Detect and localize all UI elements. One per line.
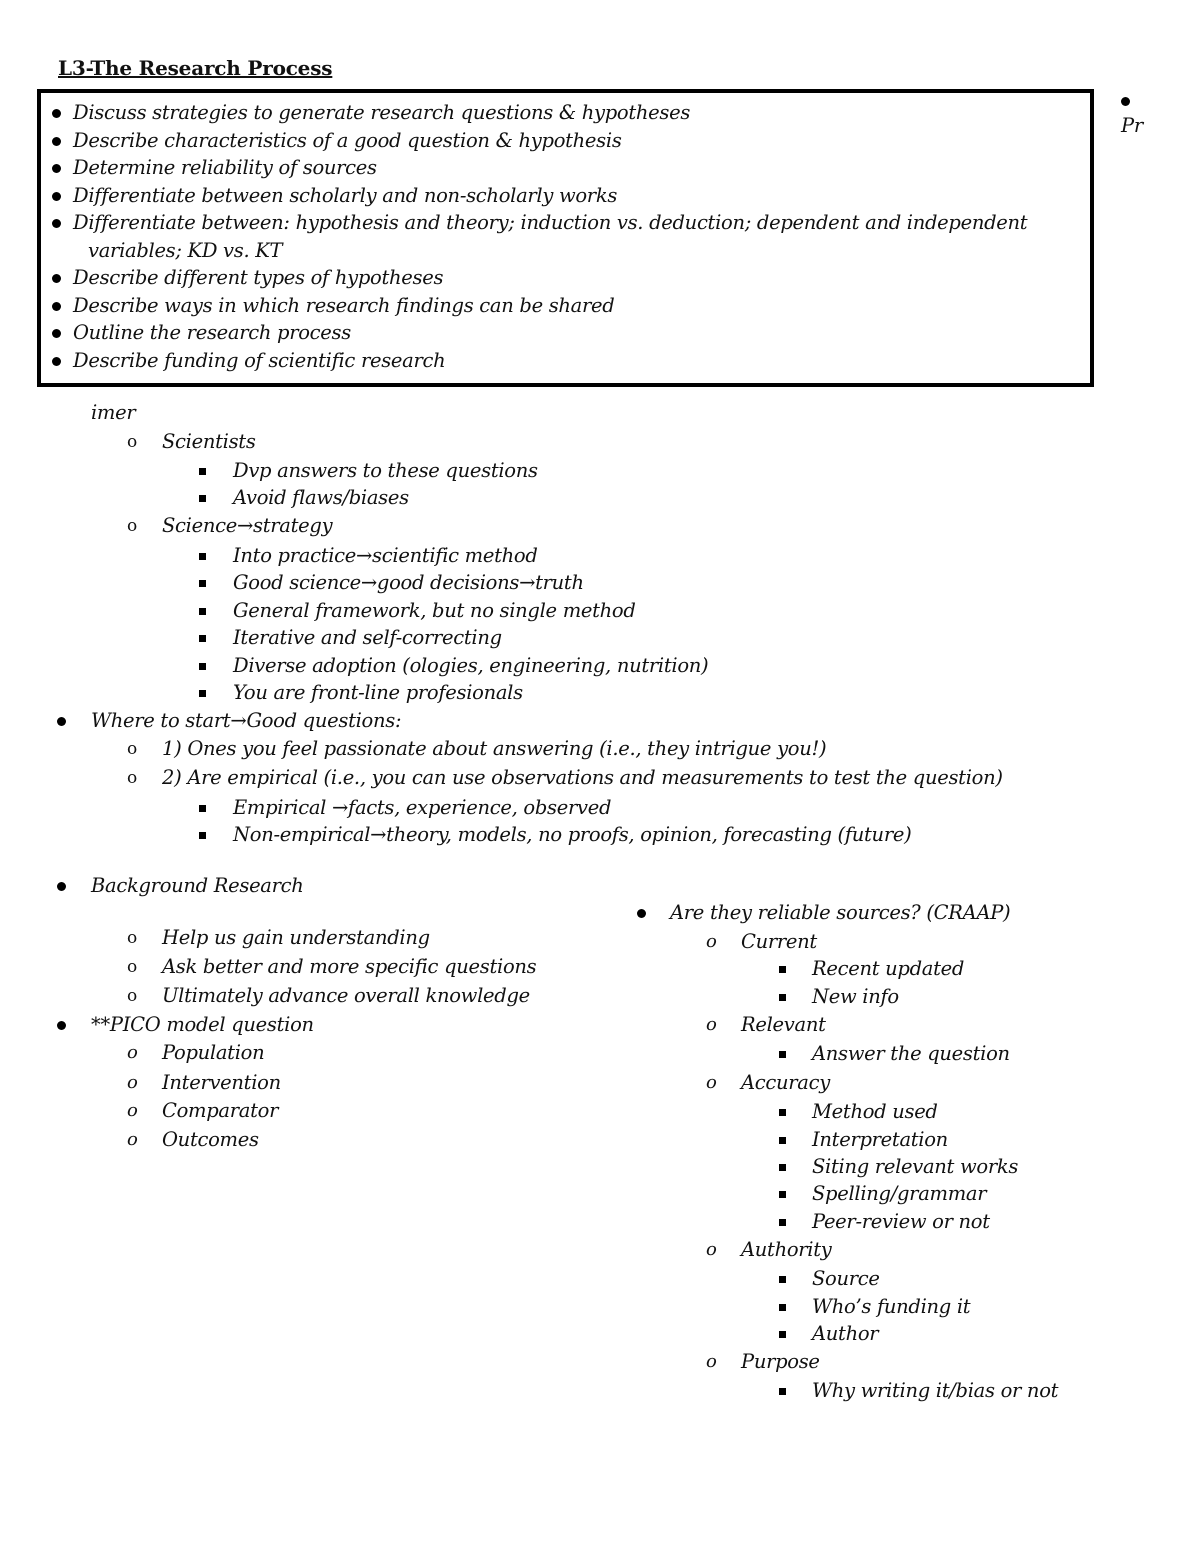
circle-bullet-icon: o <box>127 928 138 948</box>
list-item: Ultimately advance overall knowledge <box>162 984 530 1007</box>
square-bullet-icon <box>199 796 206 812</box>
objective-item: Describe funding of scientific research <box>73 349 446 372</box>
circle-bullet-icon: o <box>127 516 138 536</box>
list-item: Empirical →facts, experience, observed <box>233 796 612 819</box>
list-item: Peer-review or not <box>812 1210 990 1233</box>
objective-item-continuation: variables; KD vs. KT <box>88 239 283 262</box>
square-bullet-icon <box>779 985 786 1001</box>
list-item: Intervention <box>162 1071 281 1094</box>
bullet-icon <box>52 266 61 283</box>
list-item: Authority <box>741 1238 832 1261</box>
circle-bullet-icon: o <box>127 1129 138 1150</box>
square-bullet-icon <box>199 823 206 839</box>
square-bullet-icon <box>779 1042 786 1058</box>
list-item: Accuracy <box>741 1071 830 1094</box>
circle-bullet-icon: o <box>127 957 138 977</box>
fragment-text: imer <box>91 401 136 424</box>
objective-item: Differentiate between: hypothesis and theory; induction vs. deduction; dependent and independent <box>73 211 1028 234</box>
list-item: Source <box>812 1267 880 1290</box>
square-bullet-icon <box>199 599 206 615</box>
circle-bullet-icon: o <box>706 931 717 952</box>
square-bullet-icon <box>779 1379 786 1395</box>
circle-bullet-icon: o <box>127 432 138 452</box>
circle-bullet-icon: o <box>127 1042 138 1063</box>
list-item: You are front-line profesionals <box>233 681 523 704</box>
square-bullet-icon <box>779 1267 786 1283</box>
objective-item: Describe ways in which research findings can be shared <box>73 294 615 317</box>
square-bullet-icon <box>779 1210 786 1226</box>
square-bullet-icon <box>779 1182 786 1198</box>
page-title: L3-The Research Process <box>58 56 333 80</box>
circle-bullet-icon: o <box>127 768 138 788</box>
list-item: Avoid flaws/biases <box>233 486 409 509</box>
square-bullet-icon <box>199 626 206 642</box>
objective-item: Describe characteristics of a good question & hypothesis <box>73 129 622 152</box>
square-bullet-icon <box>199 571 206 587</box>
bullet-icon <box>57 874 66 891</box>
square-bullet-icon <box>199 459 206 475</box>
objective-item: Describe different types of hypotheses <box>73 266 444 289</box>
square-bullet-icon <box>199 486 206 502</box>
bullet-icon <box>52 294 61 311</box>
list-item: Help us gain understanding <box>162 926 430 949</box>
list-item: Good science→good decisions→truth <box>233 571 584 594</box>
circle-bullet-icon: o <box>706 1239 717 1260</box>
list-item: Method used <box>812 1100 938 1123</box>
square-bullet-icon <box>779 1155 786 1171</box>
bullet-icon <box>52 101 61 118</box>
circle-bullet-icon: o <box>706 1351 717 1372</box>
bullet-icon <box>57 1013 66 1030</box>
list-item: General framework, but no single method <box>233 599 636 622</box>
square-bullet-icon <box>199 654 206 670</box>
list-item: Scientists <box>162 430 256 453</box>
bullet-icon <box>57 709 66 726</box>
circle-bullet-icon: o <box>706 1014 717 1035</box>
square-bullet-icon <box>779 1100 786 1116</box>
square-bullet-icon <box>779 1128 786 1144</box>
list-item: 2) Are empirical (i.e., you can use observations and measurements to test the question) <box>162 766 1003 789</box>
circle-bullet-icon: o <box>127 1100 138 1121</box>
list-item: Dvp answers to these questions <box>233 459 538 482</box>
objective-item: Determine reliability of sources <box>73 156 377 179</box>
objective-item: Differentiate between scholarly and non-scholarly works <box>73 184 618 207</box>
list-item: Purpose <box>741 1350 820 1373</box>
bullet-icon <box>1121 89 1130 106</box>
square-bullet-icon <box>779 1322 786 1338</box>
list-item: Why writing it/bias or not <box>812 1379 1059 1402</box>
list-item: Recent updated <box>812 957 965 980</box>
bullet-icon <box>52 211 61 228</box>
circle-bullet-icon: o <box>127 1072 138 1093</box>
list-item: Non-empirical→theory, models, no proofs, opinion, forecasting (future) <box>233 823 912 846</box>
bullet-icon <box>52 129 61 146</box>
list-item: Author <box>812 1322 879 1345</box>
list-item: Who’s funding it <box>812 1295 971 1318</box>
list-item: Outcomes <box>162 1128 259 1151</box>
square-bullet-icon <box>779 957 786 973</box>
bullet-icon <box>52 156 61 173</box>
objective-item: Outline the research process <box>73 321 351 344</box>
list-item: Iterative and self-correcting <box>233 626 502 649</box>
square-bullet-icon <box>199 681 206 697</box>
bullet-icon <box>52 349 61 366</box>
bullet-icon <box>52 184 61 201</box>
circle-bullet-icon: o <box>127 986 138 1006</box>
circle-bullet-icon: o <box>706 1072 717 1093</box>
list-item: Current <box>741 930 817 953</box>
bullet-icon <box>52 321 61 338</box>
list-item: Ask better and more specific questions <box>162 955 537 978</box>
list-item: Science→strategy <box>162 514 333 537</box>
list-item: Siting relevant works <box>812 1155 1019 1178</box>
square-bullet-icon <box>779 1295 786 1311</box>
list-item: Diverse adoption (ologies, engineering, nutrition) <box>233 654 709 677</box>
list-item: Population <box>162 1041 265 1064</box>
list-item: Relevant <box>741 1013 826 1036</box>
section-heading: Where to start→Good questions: <box>91 709 402 732</box>
list-item: Interpretation <box>812 1128 948 1151</box>
section-heading: Are they reliable sources? (CRAAP) <box>670 901 1011 924</box>
objective-item: Discuss strategies to generate research questions & hypotheses <box>73 101 691 124</box>
list-item: Comparator <box>162 1099 279 1122</box>
square-bullet-icon <box>199 544 206 560</box>
bullet-icon <box>637 901 646 918</box>
side-fragment: Pr <box>1121 114 1143 137</box>
list-item: New info <box>812 985 899 1008</box>
list-item: Answer the question <box>812 1042 1010 1065</box>
list-item: 1) Ones you feel passionate about answering (i.e., they intrigue you!) <box>162 737 827 760</box>
section-heading: **PICO model question <box>91 1013 314 1036</box>
circle-bullet-icon: o <box>127 739 138 759</box>
list-item: Into practice→scientific method <box>233 544 538 567</box>
section-heading: Background Research <box>91 874 304 897</box>
list-item: Spelling/grammar <box>812 1182 987 1205</box>
